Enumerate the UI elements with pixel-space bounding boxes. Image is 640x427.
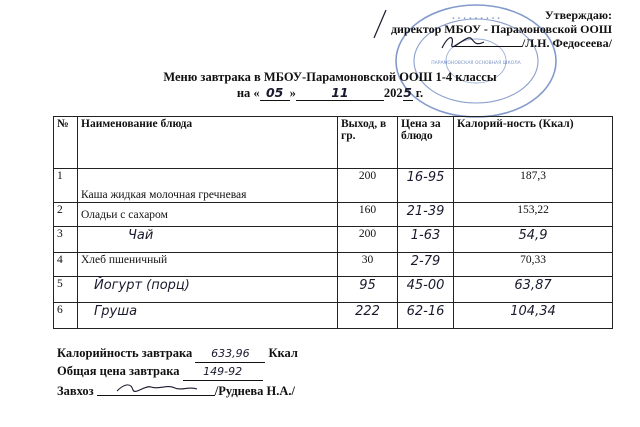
approval-director-name: /Л.Н. Федосеева/ (521, 36, 612, 50)
footer-price (57, 363, 298, 381)
row-number: 6 (54, 303, 78, 329)
manager-name: /Руднева Н.А./ (214, 384, 296, 398)
menu-title-date (120, 85, 540, 101)
dish-name: Хлеб пшеничный (78, 253, 338, 277)
stamp-text: ПАРАМОНОВСКАЯ ОСНОВНАЯ ШКОЛА (431, 61, 521, 66)
row-number: 4 (54, 253, 78, 277)
manager-signature (97, 381, 215, 396)
header-dish-name: Наименование блюда (78, 117, 338, 169)
dish-name: Чай (78, 227, 338, 253)
dish-price: 2-79 (398, 253, 454, 277)
table-row (54, 253, 613, 277)
header-calories: Калорий-ность (Ккал) (454, 117, 613, 169)
table-row (54, 227, 613, 253)
dish-calories: 104,34 (454, 303, 613, 329)
header-price: Цена за блюдо (398, 117, 454, 169)
price-value: 149-92 (183, 364, 263, 381)
calories-value: 633,96 (195, 346, 265, 363)
dish-weight: 160 (338, 203, 398, 227)
dish-price: 16-95 (398, 169, 454, 203)
date-suffix: г. (412, 86, 424, 100)
dish-calories: 63,87 (454, 277, 613, 303)
footer-manager (57, 381, 298, 399)
dish-name: Йогурт (порц) (78, 277, 338, 303)
date-year-digit: 5 (403, 85, 412, 100)
approval-director: директор МБОУ - Парамоновской ООШ (390, 22, 612, 36)
dish-price: 62-16 (398, 303, 454, 329)
dish-name: Каша жидкая молочная гречневая (78, 169, 338, 203)
header-weight: Выход, в гр. (338, 117, 398, 169)
dish-name: Оладьи с сахаром (78, 203, 338, 227)
table-row (54, 303, 613, 329)
header-number: № (54, 117, 78, 169)
calories-unit: Ккал (268, 346, 298, 360)
dish-price: 1-63 (398, 227, 454, 253)
approval-signature-line (391, 36, 612, 50)
price-label: Общая цена завтрака (57, 364, 180, 378)
dish-weight: 95 (338, 277, 398, 303)
dish-price: 21-39 (398, 203, 454, 227)
menu-title-line1: Меню завтрака в МБОУ-Парамоновской ООШ 1-4 классы (163, 70, 497, 84)
title-signature-mark (370, 8, 390, 40)
date-prefix: на « (236, 86, 260, 100)
manager-label: Завхоз (57, 384, 94, 398)
menu-title (120, 70, 540, 101)
approval-line: Утверждаю: (544, 8, 612, 22)
menu-footer (57, 345, 298, 399)
table-row (54, 277, 613, 303)
date-month: 11 (296, 85, 384, 101)
dish-weight: 200 (338, 169, 398, 203)
dish-weight: 30 (338, 253, 398, 277)
footer-calories (57, 345, 298, 363)
dish-calories: 54,9 (454, 227, 613, 253)
menu-table (53, 116, 613, 329)
dish-calories: 70,33 (454, 253, 613, 277)
dish-calories: 153,22 (454, 203, 613, 227)
svg-text:∙ ∙ ∙ ∙ ∙ ∙ ∙ ∙ ∙: ∙ ∙ ∙ ∙ ∙ ∙ ∙ ∙ ∙ (451, 15, 501, 22)
table-row (54, 203, 613, 227)
manager-signature-scribble (111, 381, 201, 395)
table-row (54, 169, 613, 203)
date-day: 05 (260, 85, 290, 101)
director-signature (438, 30, 488, 54)
date-year-prefix: 202 (383, 86, 403, 100)
calories-label: Калорийность завтрака (57, 346, 193, 360)
date-sep: » (289, 86, 296, 100)
row-number: 5 (54, 277, 78, 303)
dish-weight: 200 (338, 227, 398, 253)
dish-name: Груша (78, 303, 338, 329)
table-header-row (54, 117, 613, 169)
dish-price: 45-00 (398, 277, 454, 303)
approval-block (391, 8, 612, 50)
dish-calories: 187,3 (454, 169, 613, 203)
row-number: 3 (54, 227, 78, 253)
dish-weight: 222 (338, 303, 398, 329)
row-number: 1 (54, 169, 78, 203)
row-number: 2 (54, 203, 78, 227)
